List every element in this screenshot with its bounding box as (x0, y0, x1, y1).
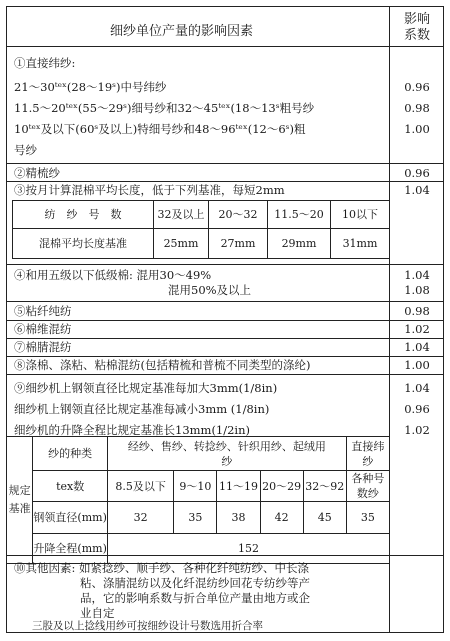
s3-value: 1.04 (404, 183, 430, 197)
s8-text: ⑧涤棉、涤粘、粘棉混纺(包括精梳和普梳不同类型的涤纶) (14, 358, 311, 372)
spec-tex-cell: 20～29 (260, 471, 303, 502)
s1-value: 0.96 (404, 80, 430, 94)
s4-value: 1.04 (404, 268, 430, 282)
header-coefficient: 影响系数 (403, 12, 430, 43)
spec-kind-main: 经纱、售纱、转捻纱、针织用纱、起绒用纱 (108, 437, 347, 471)
s8-value: 1.00 (404, 358, 430, 372)
spec-ring-cell: 35 (346, 502, 389, 534)
s9-line: 细纱机的升降全程比规定基准长13mm(1/2in) (14, 423, 251, 437)
fiber-table-label: 混棉平均长度基准 (13, 229, 154, 259)
s1-line: 10ᵗᵉˣ及以下(60ˢ及以上)特细号纱和48～96ᵗᵉˣ(12～6ˢ)粗 (14, 122, 306, 136)
s4-value: 1.08 (404, 283, 430, 297)
s6-text: ⑥棉维混纺 (14, 322, 72, 336)
fiber-table-cell: 31mm (331, 229, 390, 259)
row-divider (6, 181, 444, 182)
spec-tex-cell: 11～19 (217, 471, 260, 502)
fiber-table-cell: 32及以上 (154, 201, 209, 229)
s7-value: 1.04 (404, 340, 430, 354)
fiber-table-label: 纺 纱 号 数 (13, 201, 154, 229)
s1-value: 1.00 (404, 122, 430, 136)
s4-text2: 混用50%及以上 (168, 283, 252, 297)
row-divider (6, 555, 444, 556)
spec-ring-cell: 45 (303, 502, 346, 534)
fiber-table-cell: 27mm (209, 229, 268, 259)
s2-value: 0.96 (404, 166, 430, 180)
s5-text: ⑤粘纤纯纺 (14, 304, 72, 318)
s9-line: 细纱机上钢领直径比规定基准每减小3mm (1/8in) (14, 402, 270, 416)
spec-ring-cell: 38 (217, 502, 260, 534)
spec-kind-label: 纱的种类 (33, 437, 108, 471)
spec-ring-cell: 42 (260, 502, 303, 534)
row-divider (6, 163, 444, 164)
fiber-table-cell: 25mm (154, 229, 209, 259)
fiber-table-cell: 10以下 (331, 201, 390, 229)
s9-line: ⑨细纱机上钢领直径比规定基准每加大3mm(1/8in) (14, 381, 278, 395)
row-divider (6, 338, 444, 339)
s10-line: ⑩其他因素: 如紧捻纱、顺手纱、各种化纤纯纺纱、中长涤 (14, 561, 310, 575)
spec-tex-cell: 9～10 (174, 471, 217, 502)
s7-text: ⑦棉腈混纺 (14, 340, 72, 354)
s9-value: 1.04 (404, 381, 430, 395)
row-divider (6, 356, 444, 357)
fiber-length-table (12, 200, 390, 259)
s6-value: 1.02 (404, 322, 430, 336)
s1-value: 0.98 (404, 101, 430, 115)
spec-ring-cell: 35 (174, 502, 217, 534)
s10-line: 品，它的影响系数与折合单位产量由地方或企 (80, 591, 310, 605)
s10-line: 粘、涤腈混纺以及化纤混纺纱回花专纺纱等产 (80, 576, 310, 590)
s9-value: 1.02 (404, 423, 430, 437)
s4-text: ④和用五级以下低级棉: 混用30～49% (14, 268, 212, 282)
row-divider (6, 264, 444, 265)
header-divider (6, 46, 444, 47)
header-factors: 细纱单位产量的影响因素 (110, 24, 254, 39)
fiber-table-cell: 11.5～20 (268, 201, 331, 229)
s1-heading: ①直接纬纱: (14, 56, 76, 70)
s9-value: 0.96 (404, 402, 430, 416)
spec-tex-label: tex数 (33, 471, 108, 502)
row-divider (6, 320, 444, 321)
ring-spec-table (6, 436, 390, 564)
s1-line: 21～30ᵗᵉˣ(28～19ˢ)中号纬纱 (14, 80, 167, 94)
s10-line: 业自定 (80, 606, 115, 620)
spec-ring-label: 钢领直径(mm) (33, 502, 108, 534)
s1-line: 11.5～20ᵗᵉˣ(55～29ˢ)细号纱和32～45ᵗᵉˣ(18～13ˢ粗号纱 (14, 101, 315, 115)
spec-side-label: 规定基准 (7, 437, 33, 564)
s1-line: 号纱 (14, 143, 37, 157)
spec-tex-cell: 各种号数纱 (346, 471, 389, 502)
row-divider (6, 301, 444, 302)
s3-text: ③按月计算混棉平均长度，低于下列基准，每短2mm (14, 183, 285, 197)
spec-ring-cell: 32 (108, 502, 174, 534)
spec-tex-cell: 32～92 (303, 471, 346, 502)
spec-tex-cell: 8.5及以下 (108, 471, 174, 502)
spec-kind-right: 直接纬纱 (346, 437, 389, 471)
fiber-table-cell: 29mm (268, 229, 331, 259)
s10-note: 三股及以上捻线用纱可按细纱设计号数选用折合率 (32, 620, 263, 632)
spec-lift-label: 升降全程(mm) (33, 534, 108, 564)
fiber-table-cell: 20～32 (209, 201, 268, 229)
row-divider (6, 374, 444, 375)
s2-text: ②精梳纱 (14, 166, 60, 180)
s5-value: 0.98 (404, 304, 430, 318)
spec-lift-value: 152 (108, 534, 390, 564)
